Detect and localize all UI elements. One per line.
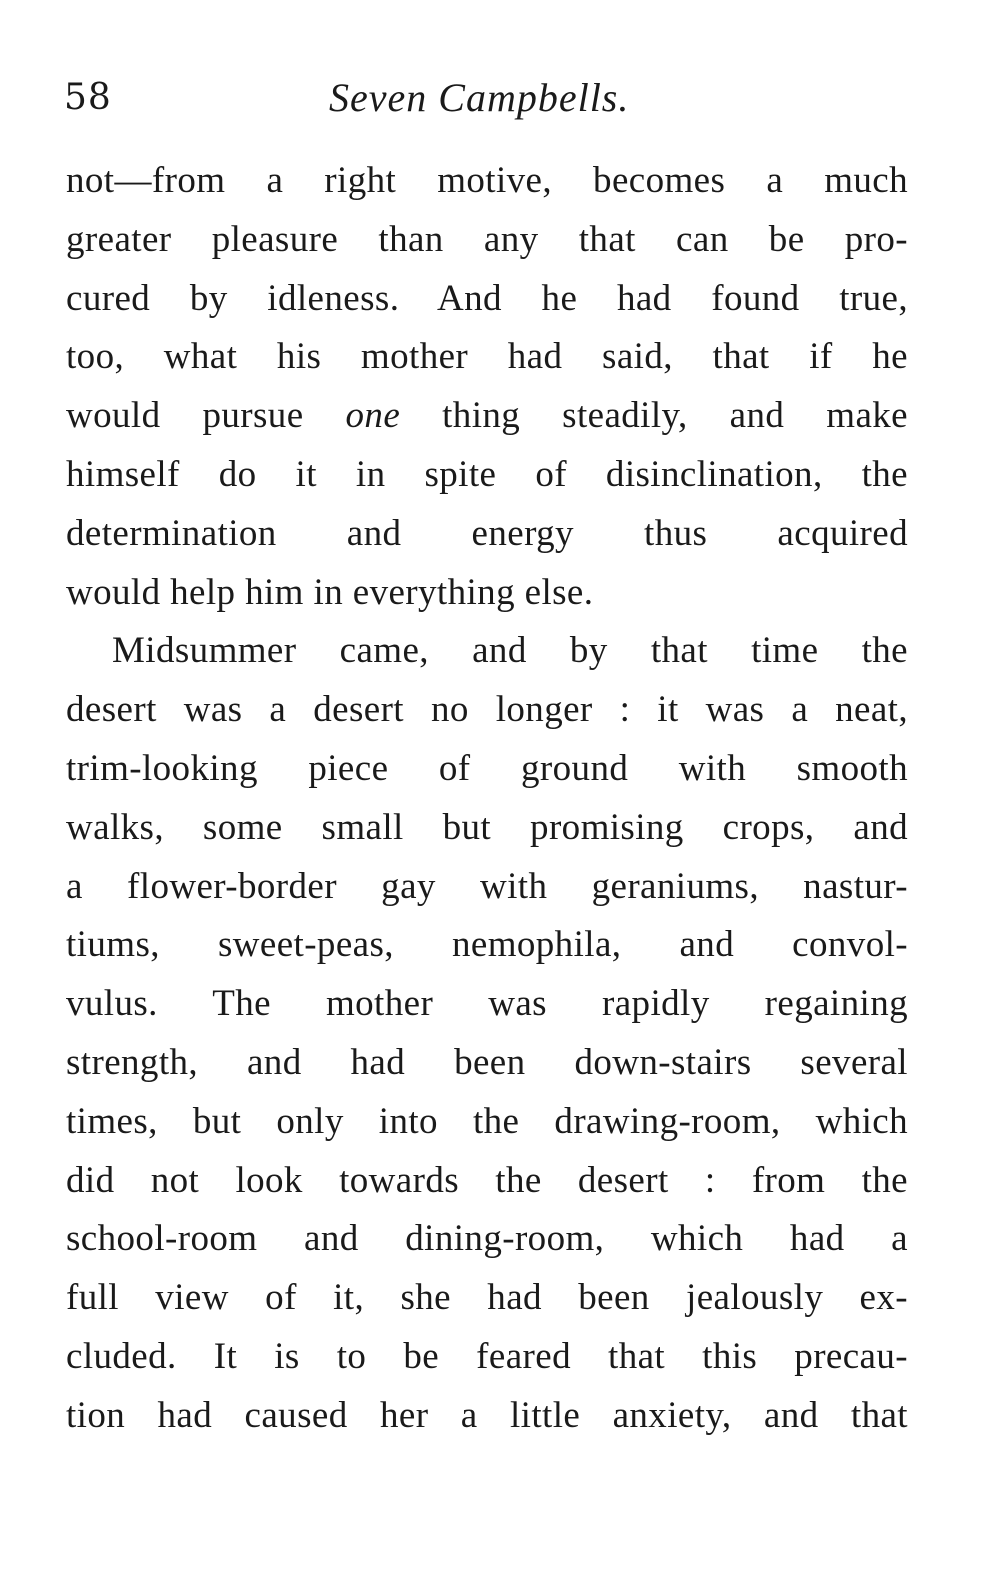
text-line: would help him in everything else. bbox=[66, 571, 594, 613]
text-line: too, what his mother had said, that if he bbox=[66, 336, 908, 378]
text-segment: would pursue bbox=[66, 395, 346, 437]
text-line: desert was a desert no longer : it was a neat, bbox=[66, 689, 908, 731]
page-number: 58 bbox=[64, 77, 112, 118]
running-title: Seven Campbells. bbox=[329, 75, 630, 120]
text-line: tion had caused her a little anxiety, and that bbox=[66, 1394, 908, 1436]
text-line: strength, and had been down-stairs several bbox=[66, 1041, 908, 1083]
text-line: full view of it, she had been jealously ex- bbox=[66, 1277, 908, 1319]
text-line: greater pleasure than any that can be pro- bbox=[66, 218, 908, 260]
text-line-emphasis bbox=[66, 387, 908, 446]
text-segment: thing steadily, and make bbox=[400, 395, 909, 437]
text-line: not—from a right motive, becomes a much bbox=[66, 160, 908, 201]
text-line: vulus. The mother was rapidly regaining bbox=[66, 983, 908, 1025]
body-text bbox=[66, 152, 908, 1446]
text-line: school-room and dining-room, which had a bbox=[66, 1218, 908, 1260]
paragraph-start-line: Midsummer came, and by that time the bbox=[112, 630, 908, 672]
text-line: tiums, sweet-peas, nemophila, and convol- bbox=[66, 924, 908, 966]
page-header bbox=[64, 68, 914, 128]
text-line: himself do it in spite of disinclination, the bbox=[66, 453, 908, 495]
text-line: times, but only into the drawing-room, which bbox=[66, 1100, 908, 1142]
text-line: trim-looking piece of ground with smooth bbox=[66, 747, 908, 789]
text-line: did not look towards the desert : from the bbox=[66, 1159, 908, 1201]
emphasized-word: one bbox=[345, 395, 401, 437]
text-line: walks, some small but promising crops, and bbox=[66, 806, 908, 848]
text-line: determination and energy thus acquired bbox=[66, 512, 908, 554]
text-line: cluded. It is to be feared that this precau- bbox=[66, 1335, 908, 1377]
text-line: cured by idleness. And he had found true, bbox=[66, 277, 908, 319]
text-line: a flower-border gay with geraniums, nastur- bbox=[66, 865, 908, 907]
